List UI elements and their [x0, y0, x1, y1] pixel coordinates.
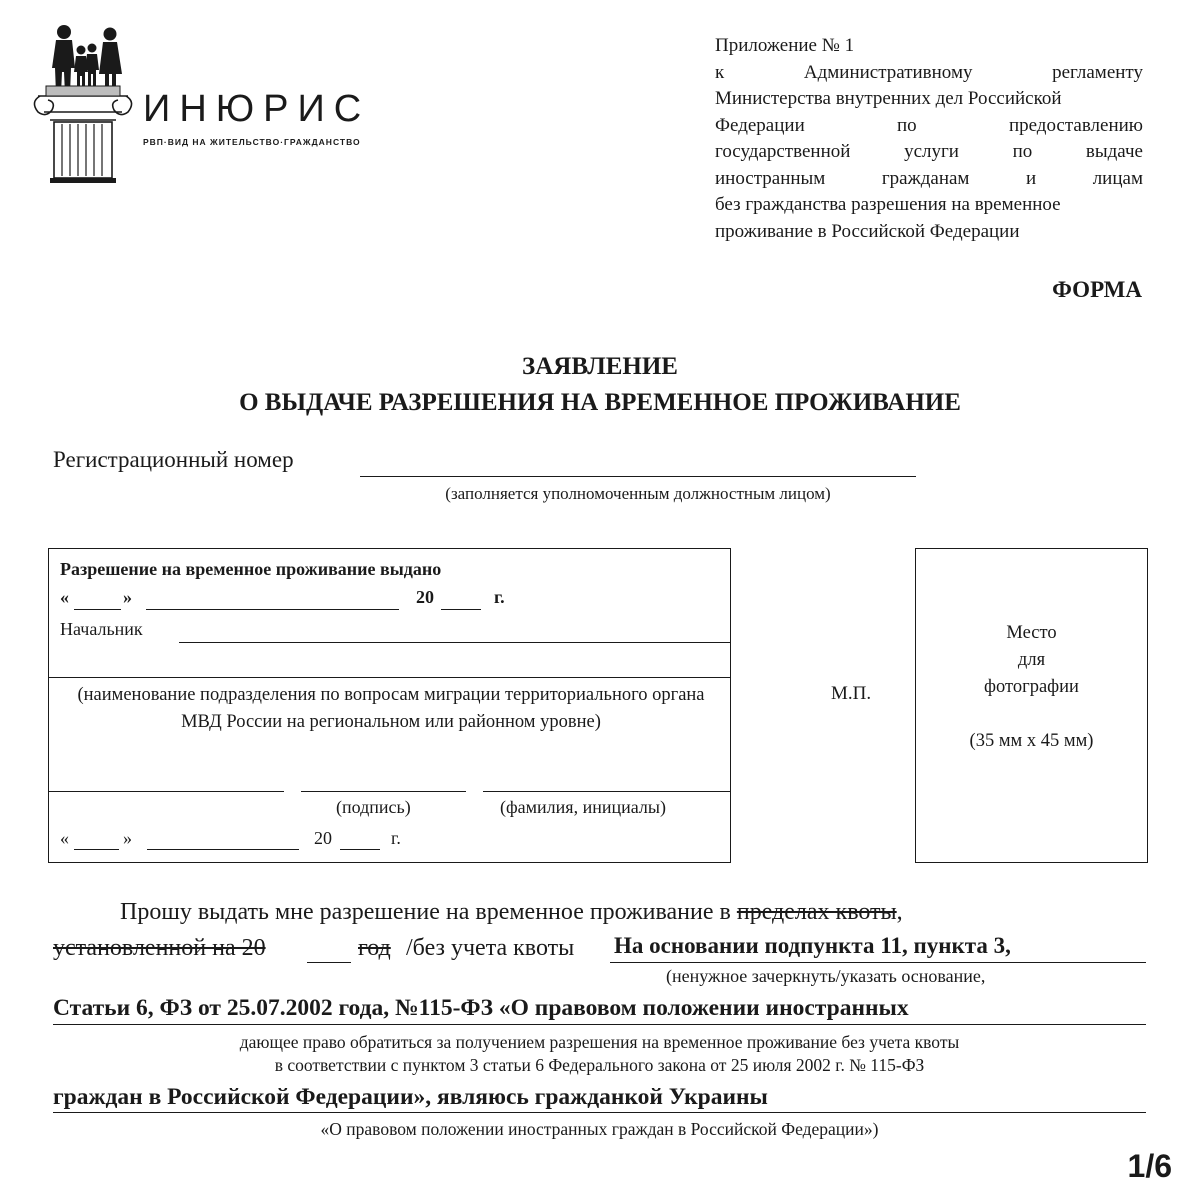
appendix-word: регламенту [1052, 61, 1143, 83]
appendix-word: гражданам [881, 167, 970, 189]
permit-box-title: Разрешение на временное проживание выдано [60, 559, 442, 579]
appendix-word: Министерства внутренних дел Российской [715, 88, 1062, 109]
signature-hint: (подпись) [336, 797, 411, 817]
chief-field-line-2[interactable] [49, 677, 731, 678]
logo-subtitle: РВП·ВИД НА ЖИТЕЛЬСТВО·ГРАЖДАНСТВО [143, 137, 361, 147]
sign-year-suffix: г. [391, 828, 401, 848]
basis-filled-2: Статьи 6, ФЗ от 25.07.2002 года, №115-ФЗ «О правовом положении иностранных [53, 995, 909, 1021]
sign-month-field[interactable] [147, 849, 299, 850]
sign-day-field[interactable] [74, 849, 119, 850]
sign-year-prefix: 20 [314, 828, 332, 848]
appendix-word: выдаче [1085, 141, 1143, 162]
issue-day-field[interactable] [74, 609, 121, 610]
issue-year-suffix: г. [494, 587, 505, 607]
basis-hint-2a: дающее право обратиться за получением разрешения на временное проживание без учета квоты [239, 1032, 960, 1052]
permit-issued-box [48, 548, 731, 863]
basis-filled-3: граждан в Российской Федерации», являюсь гражданкой Украины [53, 1084, 768, 1110]
document-heading [0, 349, 1200, 421]
issue-year-field[interactable] [441, 609, 481, 610]
struck-established-for: установленной на 20 [53, 935, 266, 961]
appendix-row [715, 166, 1143, 193]
basis-field-2[interactable] [53, 1024, 1146, 1025]
appendix-word: лицам [1092, 167, 1143, 189]
heading-line-2: О ВЫДАЧЕ РАЗРЕШЕНИЯ НА ВРЕМЕННОЕ ПРОЖИВАНИЕ [239, 389, 961, 416]
chief-label: Начальник [60, 619, 143, 639]
basis-hint-1: (ненужное зачеркнуть/указать основание, [666, 966, 986, 986]
column-family-logo-icon [28, 20, 138, 185]
appendix-word: Федерации [715, 114, 805, 136]
signature-field[interactable] [301, 791, 466, 792]
appendix-word: к [715, 61, 725, 83]
appendix-row [715, 113, 1143, 140]
position-field[interactable] [49, 791, 284, 792]
appendix-word: государственной [715, 141, 851, 162]
quote-close-2: » [123, 828, 132, 848]
appendix-word: по [1012, 141, 1033, 162]
request-comma: , [896, 899, 903, 925]
issue-year-prefix: 20 [416, 587, 434, 607]
request-line-1 [120, 899, 903, 926]
appendix-word: Административному [803, 61, 973, 83]
request-text-1: Прошу выдать мне разрешение на временное проживание в [120, 899, 737, 925]
registration-number-field[interactable] [360, 476, 916, 477]
heading-line-1: ЗАЯВЛЕНИЕ [522, 353, 678, 380]
name-hint: (фамилия, инициалы) [500, 797, 666, 817]
photo-hint-line-1: Место [1006, 623, 1057, 643]
photo-placeholder[interactable] [915, 548, 1148, 863]
registration-hint: (заполняется уполномоченным должностным лицом) [445, 484, 831, 503]
page-counter: 1/6 [1127, 1148, 1172, 1184]
appendix-word: услуги [904, 141, 959, 162]
appendix-title: Приложение № 1 [715, 35, 855, 56]
quote-open: « [60, 587, 69, 607]
basis-field-3[interactable] [53, 1112, 1146, 1113]
chief-field[interactable] [179, 642, 731, 643]
basis-hint-2 [53, 1031, 1146, 1077]
forma-label: ФОРМА [1052, 277, 1142, 302]
photo-hint-line-3: фотографии [984, 677, 1079, 697]
struck-year: год [358, 935, 391, 961]
appendix-row [715, 86, 1143, 113]
name-field[interactable] [483, 791, 731, 792]
appendix-row [715, 139, 1143, 166]
quote-open-2: « [60, 828, 69, 848]
stamp-place-label: М.П. [831, 683, 872, 704]
quote-close: » [123, 587, 132, 607]
appendix-row [715, 60, 1143, 87]
appendix-word: и [1025, 167, 1037, 189]
department-hint: (наименование подразделения по вопросам миграции территориального органа МВД России на региональном или районном уровне) [77, 685, 705, 732]
appendix-word: иностранным [715, 167, 826, 189]
appendix-word: без гражданства разрешения на временное [715, 194, 1061, 215]
appendix-word: предоставлению [1008, 114, 1143, 136]
registration-label: Регистрационный номер [53, 447, 294, 472]
appendix-word: проживание в Российской Федерации [715, 220, 1020, 242]
basis-hint-2b: в соответствии с пунктом 3 статьи 6 Федерального закона от 25 июля 2002 г. № 115-ФЗ [274, 1055, 925, 1075]
sign-year-field[interactable] [340, 849, 380, 850]
basis-filled-1: На основании подпункта 11, пункта 3, [614, 933, 1011, 958]
without-quota-text: /без учета квоты [400, 935, 575, 961]
logo-title: ИНЮРИС [143, 88, 371, 130]
appendix-block [715, 33, 1143, 245]
struck-within-quota: пределах квоты [736, 899, 897, 925]
logo [28, 20, 138, 185]
quota-year-field[interactable] [307, 962, 351, 963]
appendix-row [715, 219, 1143, 246]
photo-hint-line-2: для [1017, 650, 1046, 670]
photo-hint [916, 620, 1147, 755]
appendix-row [715, 192, 1143, 219]
photo-size: (35 мм х 45 мм) [969, 731, 1094, 751]
basis-field-1[interactable] [610, 962, 1146, 963]
basis-hint-3: «О правовом положении иностранных граждан в Российской Федерации») [320, 1119, 879, 1139]
appendix-body [715, 60, 1143, 246]
appendix-word: по [897, 114, 917, 136]
issue-month-field[interactable] [146, 609, 399, 610]
